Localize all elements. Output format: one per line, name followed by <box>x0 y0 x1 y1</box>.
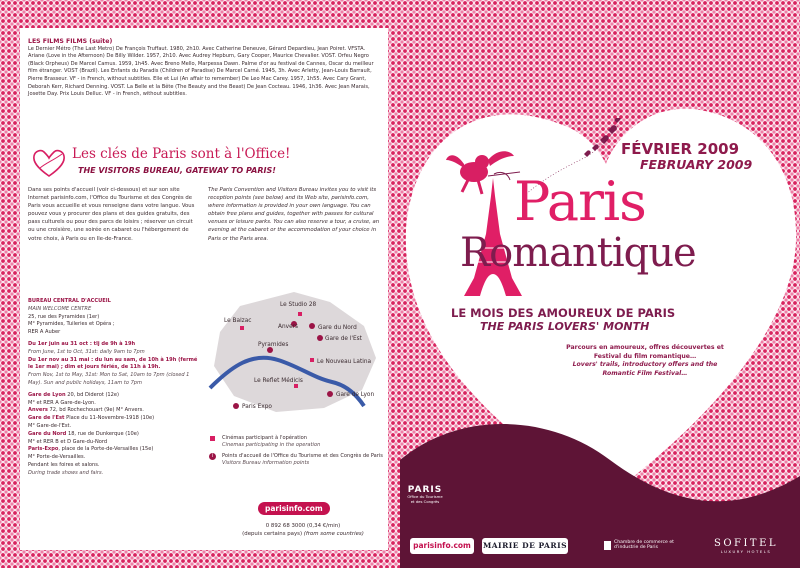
sofitel-subtext: LUXURY HOTELS <box>720 549 772 554</box>
gare-nord-label: Gare du Nord <box>28 430 67 437</box>
map-label-paris-expo: Paris Expo <box>242 404 272 410</box>
films-section <box>28 38 383 99</box>
cinema-square-icon <box>210 436 215 441</box>
legend-points-en: Visitors Bureau information points <box>222 460 310 467</box>
cover-description-fr: Parcours en amoureux, offres découvertes et Festival du film romantique… <box>566 344 724 360</box>
paris-logo-subtext: Office du Tourisme et des Congrès <box>407 494 443 504</box>
films-heading: LES FILMS FILMS (suite) <box>28 38 113 45</box>
welcome-subtitle: THE VISITORS BUREAU, GATEWAY TO PARIS! <box>78 166 276 175</box>
films-text: Le Dernier Métro (The Last Metro) De François Truffaut. 1980, 2h10. Avec Catherine Deneuve, Gérard Depardieu, Jean Poiret. VFSTA. Ariane (Love in the Afternoon) De Billy Wilder. 1957, 2h10. Avec Audrey Hepburn, Gary Cooper, Maurice Chevalier. VOST. Orfeu Negro (Black Orpheus) De Marcel Camus. 1959, 1h45. Avec Breno Mello, Marpessa Dawn. Palme d'or au festival de Cannes, Oscar du meilleur film étranger. VOST (Brazil). Les Enfants du Paradis (Children of Paradise) De Marcel Carné. 1945, 3h. Avec Arletty, Jean-Louis Barrault, Pierre Brasseur. VF - in French, without subtitles. Elle et Lui (An affair to remember) De Leo Mac Carey. 1957, 1h55. Avec Cary Grant, Deborah Kerr, Richard Denning. VOST. La Belle et la Bête (The Beauty and the Beast) De Jean Cocteau. 1946, 1h36. Avec Jean Marais, Josette Day. Prix Louis Delluc. VF - in French, without subtitles. <box>28 45 374 98</box>
welcome-text-en: The Paris Convention and Visitors Bureau invites you to visit its reception points (see below) and its Web site, parisinfo.com, where information is provided in your own language. You can obtain free plans and guides, together with passes for cultural venues or leisure parks. You can also reserve a tour, a cruise, an evening at the cabaret or the accommodation of your choice in Paris or the Paris area. <box>208 187 380 242</box>
map-label-gare-est: Gare de l'Est <box>325 336 362 342</box>
cinema-marker-latina <box>310 358 314 362</box>
legend-cinemas-en: Cinemas participating in the operation <box>222 442 321 449</box>
expo-note-en: During trade shows and fairs. <box>28 469 104 476</box>
chambre-flag-icon <box>604 541 611 550</box>
paris-map <box>206 286 384 416</box>
expo-label: Paris-Expo <box>28 446 59 453</box>
gare-lyon-label: Gare de Lyon <box>28 391 66 398</box>
bureau-heading-en: MAIN WELCOME CENTRE <box>28 305 92 312</box>
cover-subtitle-en: THE PARIS LOVERS' MONTH <box>480 320 650 333</box>
sponsors-bar <box>402 528 800 568</box>
cinema-marker-studio28 <box>298 312 302 316</box>
expo-metro: M° Porte-de-Versailles. <box>28 454 86 461</box>
info-marker-gare-est <box>317 335 323 341</box>
anvers-label: Anvers <box>28 407 48 414</box>
cover-description <box>560 344 730 378</box>
legend-points: Points d'accueil de l'Office du Tourisme et des Congrès de Paris <box>222 452 383 459</box>
map-label-anvers: Anvers <box>278 324 299 330</box>
hours-winter: Du 1er nov au 31 mai : du lun au sam, de 10h à 19h (fermé le 1er mai) ; dim et jours fériés, de 11h à 19h. <box>28 356 198 371</box>
bureau-address-2: M° Pyramides, Tuileries et Opéra ; <box>28 321 115 328</box>
gare-nord-address: 18, rue de Dunkerque (10e) <box>66 430 139 437</box>
phone-note-en: (from some countries) <box>303 531 364 537</box>
phone-note: (depuis certains pays) <box>242 531 303 537</box>
parisinfo-text: parisinfo.com <box>413 541 471 550</box>
bureau-heading: BUREAU CENTRAL D'ACCUEIL <box>28 298 111 304</box>
chambre-text: Chambre de commerce et d'industrie de Paris <box>614 540 674 551</box>
map-label-gare-nord: Gare du Nord <box>318 325 357 331</box>
chambre-logo <box>602 538 684 554</box>
cinema-marker-medicis <box>294 384 298 388</box>
paris-tourism-logo <box>405 485 445 504</box>
mairie-text: MAIRIE DE PARIS <box>482 541 568 550</box>
left-panel <box>20 28 388 550</box>
map-label-gare-lyon: Gare de Lyon <box>336 392 375 398</box>
info-marker-gare-lyon <box>327 391 333 397</box>
parisinfo-logo[interactable] <box>410 538 474 554</box>
map-label-pyramides: Pyramides <box>258 342 289 348</box>
cover-date-en: FEBRUARY 2009 <box>640 157 753 172</box>
expo-note: Pendant les foires et salons. <box>28 461 100 468</box>
info-marker-expo <box>233 403 239 409</box>
gare-est-label: Gare de l'Est <box>28 415 65 422</box>
phone-info <box>218 522 388 538</box>
cover-title-paris: Paris <box>514 170 646 233</box>
info-point-icon: i <box>209 453 216 460</box>
hours-summer: Du 1er juin au 31 oct : tlj de 9h à 19h <box>28 340 136 347</box>
office-addresses <box>28 298 200 478</box>
info-marker-gare-nord <box>309 323 315 329</box>
mairie-logo <box>482 538 568 554</box>
legend-cinemas: Cinémas participant à l'opération <box>222 435 307 441</box>
gare-lyon-address: 20, bd Diderot (12e) <box>65 391 120 398</box>
expo-address: , place de la Porte-de-Versailles (15e) <box>58 446 154 453</box>
sofitel-text: SOFITEL <box>713 538 779 549</box>
map-label-balzac: Le Balzac <box>224 318 252 324</box>
map-legend <box>208 435 384 471</box>
gare-lyon-metro: M° et RER A Gare-de-Lyon. <box>28 399 96 406</box>
website-link[interactable]: parisinfo.com <box>258 502 330 515</box>
map-label-reflet-medicis: Le Reflet Médicis <box>254 378 303 384</box>
gare-est-address: Place du 11-Novembre-1918 (10e) <box>64 415 155 422</box>
bureau-address-1: 25, rue des Pyramides (1er) <box>28 313 100 320</box>
welcome-title: Les clés de Paris sont à l'Office! <box>72 146 291 162</box>
heart-icon <box>32 148 66 178</box>
cinema-marker-balzac <box>240 326 244 330</box>
hours-winter-en: From Nov, 1st to May, 31st: Mon to Sat, 10am to 7pm (closed 1 May). Sun and public holidays, 11am to 7pm <box>28 372 190 386</box>
cover-description-en: Lovers' trails, introductory offers and the Romantic Film Festival… <box>572 361 718 377</box>
sofitel-logo <box>698 538 794 554</box>
paris-logo-text: PARIS <box>407 485 443 495</box>
map-label-nouveau-latina: Le Nouveau Latina <box>317 359 372 365</box>
welcome-text-fr: Dans ses points d'accueil (voir ci-dessous) et sur son site Internet parisinfo.com, l'Office du Tourisme et des Congrès de Paris vous accueille et vous renseigne dans votre langue. Vous pouvez vous y procurer des plans et des guides gratuits, des pass culturels ou pour des parcs de loisirs ; réserver un circuit ou une croisière, une soirée en cabaret ou l'hébergement de votre choix, à Paris ou en Ile-de-France. <box>28 187 195 242</box>
anvers-address: 72, bd Rochechouart (9e) M° Anvers. <box>47 407 144 414</box>
bureau-address-3: RER A Auber <box>28 329 61 336</box>
gare-est-metro: M° Gare-de-l'Est. <box>28 422 72 429</box>
hours-summer-en: From June, 1st to Oct, 31st: daily 9am to 7pm <box>28 348 145 355</box>
map-label-studio28: Le Studio 28 <box>280 302 317 308</box>
cover-subtitle-fr: LE MOIS DES AMOUREUX DE PARIS <box>451 306 676 320</box>
phone-number: 0 892 68 3000 (0,34 €/min) <box>265 523 341 529</box>
cover-date-fr: FÉVRIER 2009 <box>621 140 740 158</box>
cover-title-romantique: Romantique <box>460 230 696 276</box>
gare-nord-metro: M° et RER B et D Gare-du-Nord <box>28 438 108 445</box>
